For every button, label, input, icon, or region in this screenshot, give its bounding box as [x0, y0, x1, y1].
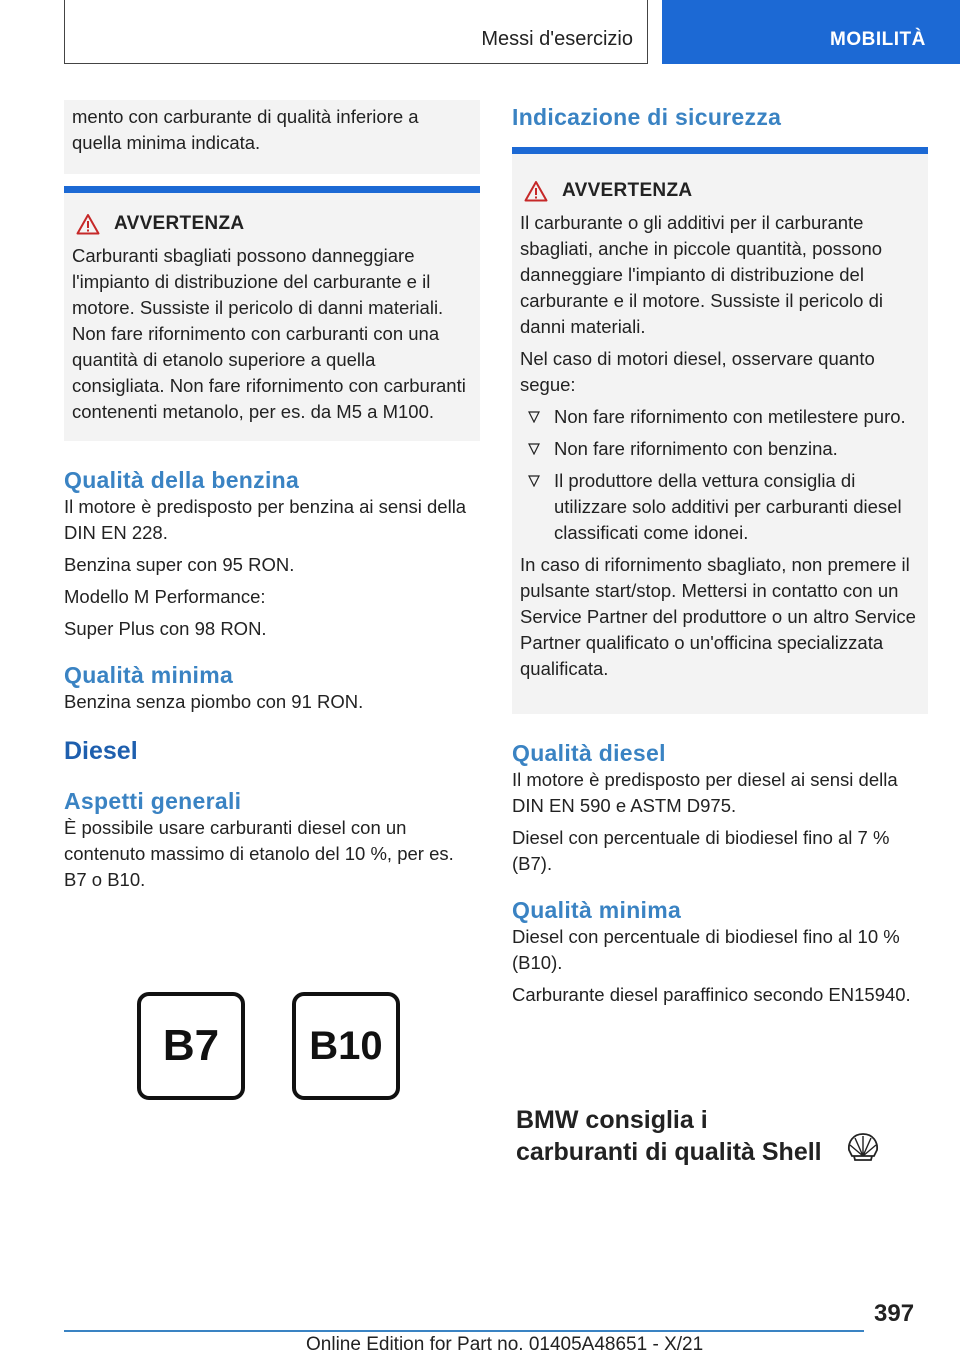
- header-section-title: Messi d'esercizio: [481, 28, 633, 50]
- safety-warning-title: AVVERTENZA: [562, 180, 693, 201]
- petrol-quality-text-2: Benzina super con 95 RON.: [64, 554, 295, 575]
- header-chapter-tab: [662, 0, 960, 64]
- right-column: [512, 100, 928, 1008]
- safety-warning-text-3: In caso di rifornimento sbagliato, non premere il pulsante start/stop. Mettersi in contatto con un Service Partner del produttore o un altro Service Partner qualificato o un'officina specializzata qualificata.: [520, 554, 916, 679]
- footer-edition: Online Edition for Part no. 01405A48651 - X/21: [306, 1334, 704, 1355]
- warning-triangle-icon: [524, 180, 548, 202]
- petrol-quality-text-4: Super Plus con 98 RON.: [64, 618, 267, 639]
- warning-title: AVVERTENZA: [114, 213, 245, 234]
- triangle-bullet-icon: [528, 475, 540, 487]
- diesel-quality-text-2: Diesel con percentuale di biodiesel fino al 7 % (B7).: [512, 827, 890, 874]
- continued-note-box: [64, 100, 480, 174]
- warning-text: Carburanti sbagliati possono danneggiare l'impianto di distribuzione del carburante e il motore. Sussiste il pericolo di danni materiali. Non fare rifornimento con carburanti con una quantità di etanolo superiore a quella consigliata. Non fare rifornimento con carburanti contenenti metanolo, per es. da M5 a M100.: [72, 245, 466, 422]
- shell-recommendation: [516, 1104, 822, 1168]
- page-number: 397: [874, 1300, 915, 1327]
- diesel-quality-text-1: Il motore è predisposto per diesel ai sensi della DIN EN 590 e ASTM D975.: [512, 769, 898, 816]
- list-item: [520, 404, 920, 430]
- diesel-min-quality-text-2: Carburante diesel paraffinico secondo EN15940.: [512, 984, 911, 1005]
- header-chapter-title: MOBILITÀ: [830, 29, 926, 50]
- warning-box: [64, 193, 480, 441]
- diesel-heading: Diesel: [64, 737, 138, 765]
- list-item-text: Il produttore della vettura consiglia di utilizzare solo additivi per carburanti diesel classificati come idonei.: [554, 470, 902, 543]
- petrol-quality-text-1: Il motore è predisposto per benzina ai sensi della DIN EN 228.: [64, 496, 467, 543]
- shell-logo-icon: [846, 1132, 880, 1162]
- diesel-min-quality-text-1: Diesel con percentuale di biodiesel fino al 10 % (B10).: [512, 926, 900, 973]
- safety-warning-text-2: Nel caso di motori diesel, osservare quanto segue:: [520, 348, 875, 395]
- safety-warning-text-1: Il carburante o gli additivi per il carburante sbagliati, anche in piccole quantità, possono danneggiare l'impianto di distribuzione del carburante e il motore. Sussiste il pericolo di danni materiali.: [520, 212, 883, 337]
- min-quality-text: Benzina senza piombo con 91 RON.: [64, 691, 364, 712]
- safety-warning-box: [512, 154, 928, 714]
- footer-rule: [64, 1330, 864, 1332]
- shell-line-1: BMW consiglia i: [516, 1106, 708, 1134]
- safety-heading: Indicazione di sicurezza: [512, 104, 782, 130]
- list-item: [520, 468, 920, 546]
- continued-text: mento con carburante di qualità inferiore a quella minima indicata.: [72, 106, 419, 153]
- general-aspects-heading: Aspetti generali: [64, 788, 242, 814]
- list-item: [520, 436, 920, 462]
- diesel-min-quality-heading: Qualità minima: [512, 897, 682, 923]
- warning-triangle-icon: [76, 213, 100, 235]
- safety-warning-rule: [512, 147, 928, 154]
- triangle-bullet-icon: [528, 443, 540, 455]
- min-quality-heading: Qualità minima: [64, 662, 234, 688]
- fuel-label-b10: B10: [292, 992, 400, 1100]
- petrol-quality-text-3: Modello M Performance:: [64, 586, 266, 607]
- petrol-quality-heading: Qualità della benzina: [64, 467, 300, 493]
- list-item-text: Non fare rifornimento con metilestere puro.: [554, 406, 906, 427]
- safety-warning-header: [520, 178, 920, 204]
- warning-header: [72, 211, 472, 237]
- warning-rule: [64, 186, 480, 193]
- safety-warning-list: [520, 404, 920, 546]
- shell-line-2: carburanti di qualità Shell: [516, 1138, 822, 1166]
- header-section-tab: [64, 0, 648, 64]
- triangle-bullet-icon: [528, 411, 540, 423]
- general-aspects-text: È possibile usare carburanti diesel con un contenuto massimo di etanolo del 10 %, per es. B7 o B10.: [64, 817, 454, 890]
- list-item-text: Non fare rifornimento con benzina.: [554, 438, 838, 459]
- fuel-label-b7: B7: [137, 992, 245, 1100]
- diesel-quality-heading: Qualità diesel: [512, 740, 666, 766]
- left-column: [64, 100, 480, 893]
